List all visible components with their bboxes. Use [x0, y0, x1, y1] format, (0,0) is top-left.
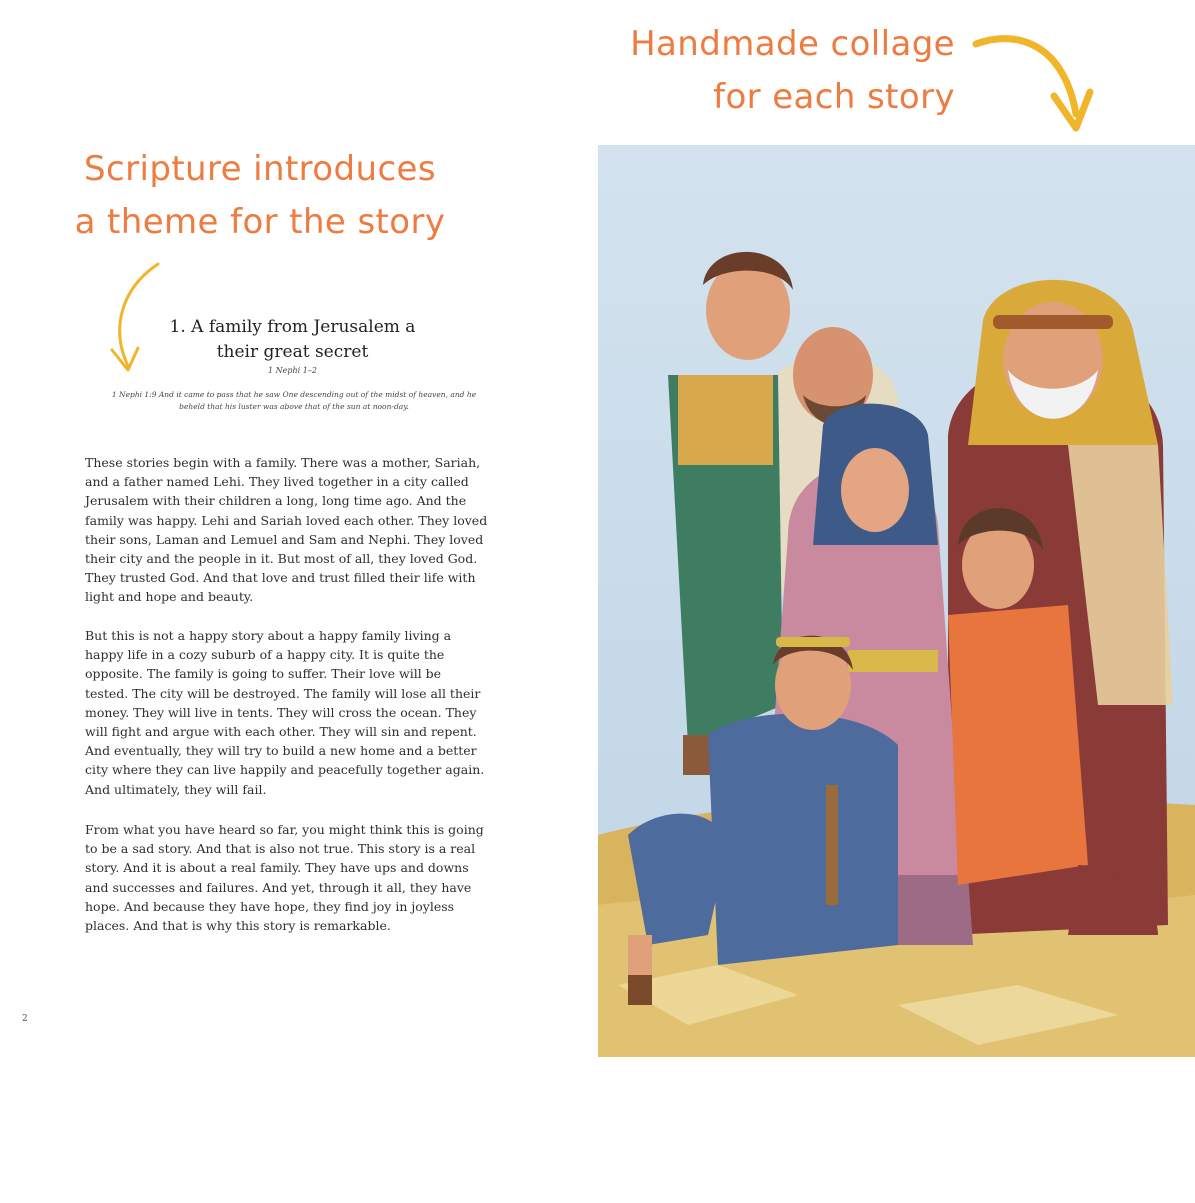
annotation-scripture-theme [40, 143, 480, 249]
story-paragraph [85, 453, 510, 607]
text-line: story. And it is about a real family. They have ups and downs [85, 860, 469, 876]
story-title-line: 1. A family from Jerusalem a [169, 317, 416, 337]
text-line: From what you have heard so far, you might think this is going [85, 822, 484, 837]
text-line: to be a sad story. And that is also not true. This story is a real [85, 841, 476, 857]
curved-arrow-icon [968, 30, 1098, 140]
text-line: money. They will live in tents. They will cross the ocean. They [85, 704, 477, 720]
text-line: light and hope and beauty. [85, 589, 254, 605]
annotation-line: for each story [713, 77, 955, 117]
story-paragraph [85, 820, 510, 935]
text-line: their city and the people in it. But most of all, they loved God. [85, 551, 478, 567]
story-title [100, 315, 485, 365]
text-line: And ultimately, they will fail. [85, 781, 267, 797]
scripture-line: 1 Nephi 1:9 And it came to pass that he saw One descending out of the midst of heaven, and he [111, 390, 477, 399]
text-line: hope. And because they have hope, they find joy in joyless [85, 898, 455, 914]
annotation-line: Handmade collage [630, 24, 955, 64]
text-line: But this is not a happy story about a happy family living a [85, 628, 452, 643]
text-line: and a father named Lehi. They lived together in a city called [85, 474, 469, 490]
text-line: city where they can live happily and peacefully together again. [85, 762, 485, 778]
annotation-line: a theme for the story [74, 202, 446, 242]
annotation-handmade-collage [575, 18, 955, 124]
text-line: They trusted God. And that love and trust filled their life with [85, 570, 476, 586]
text-line: their sons, Laman and Lemuel and Sam and Nephi. They loved [85, 531, 484, 547]
text-line: tested. The city will be destroyed. The family will lose all their [85, 685, 481, 701]
text-line: And eventually, they will try to build a new home and a better [85, 743, 477, 759]
text-line: Jerusalem with their children a long, long time ago. And the [85, 493, 467, 509]
text-line: and successes and failures. And yet, through it all, they have [85, 879, 472, 895]
family-collage-illustration [598, 145, 1195, 1057]
page-number: 2 [22, 1014, 28, 1024]
text-line: These stories begin with a family. There was a mother, Sariah, [85, 455, 481, 470]
scripture-quote [84, 389, 504, 413]
story-title-line: their great secret [216, 342, 369, 362]
scripture-reference: 1 Nephi 1–2 [268, 366, 317, 375]
text-line: will fight and argue with each other. They will sin and repent. [85, 724, 477, 740]
text-line: happy life in a cozy suburb of a happy city. It is quite the [85, 647, 445, 663]
text-line: opposite. The family is going to suffer. Their love will be [85, 666, 442, 682]
scripture-line: beheld that his luster was above that of the sun at noon-day. [179, 402, 409, 411]
annotation-line: Scripture introduces [84, 149, 436, 189]
collage-artwork [598, 145, 1195, 1057]
text-line: family was happy. Lehi and Sariah loved each other. They loved [85, 512, 488, 528]
text-line: places. And that is why this story is remarkable. [85, 918, 391, 934]
story-paragraph [85, 626, 510, 799]
